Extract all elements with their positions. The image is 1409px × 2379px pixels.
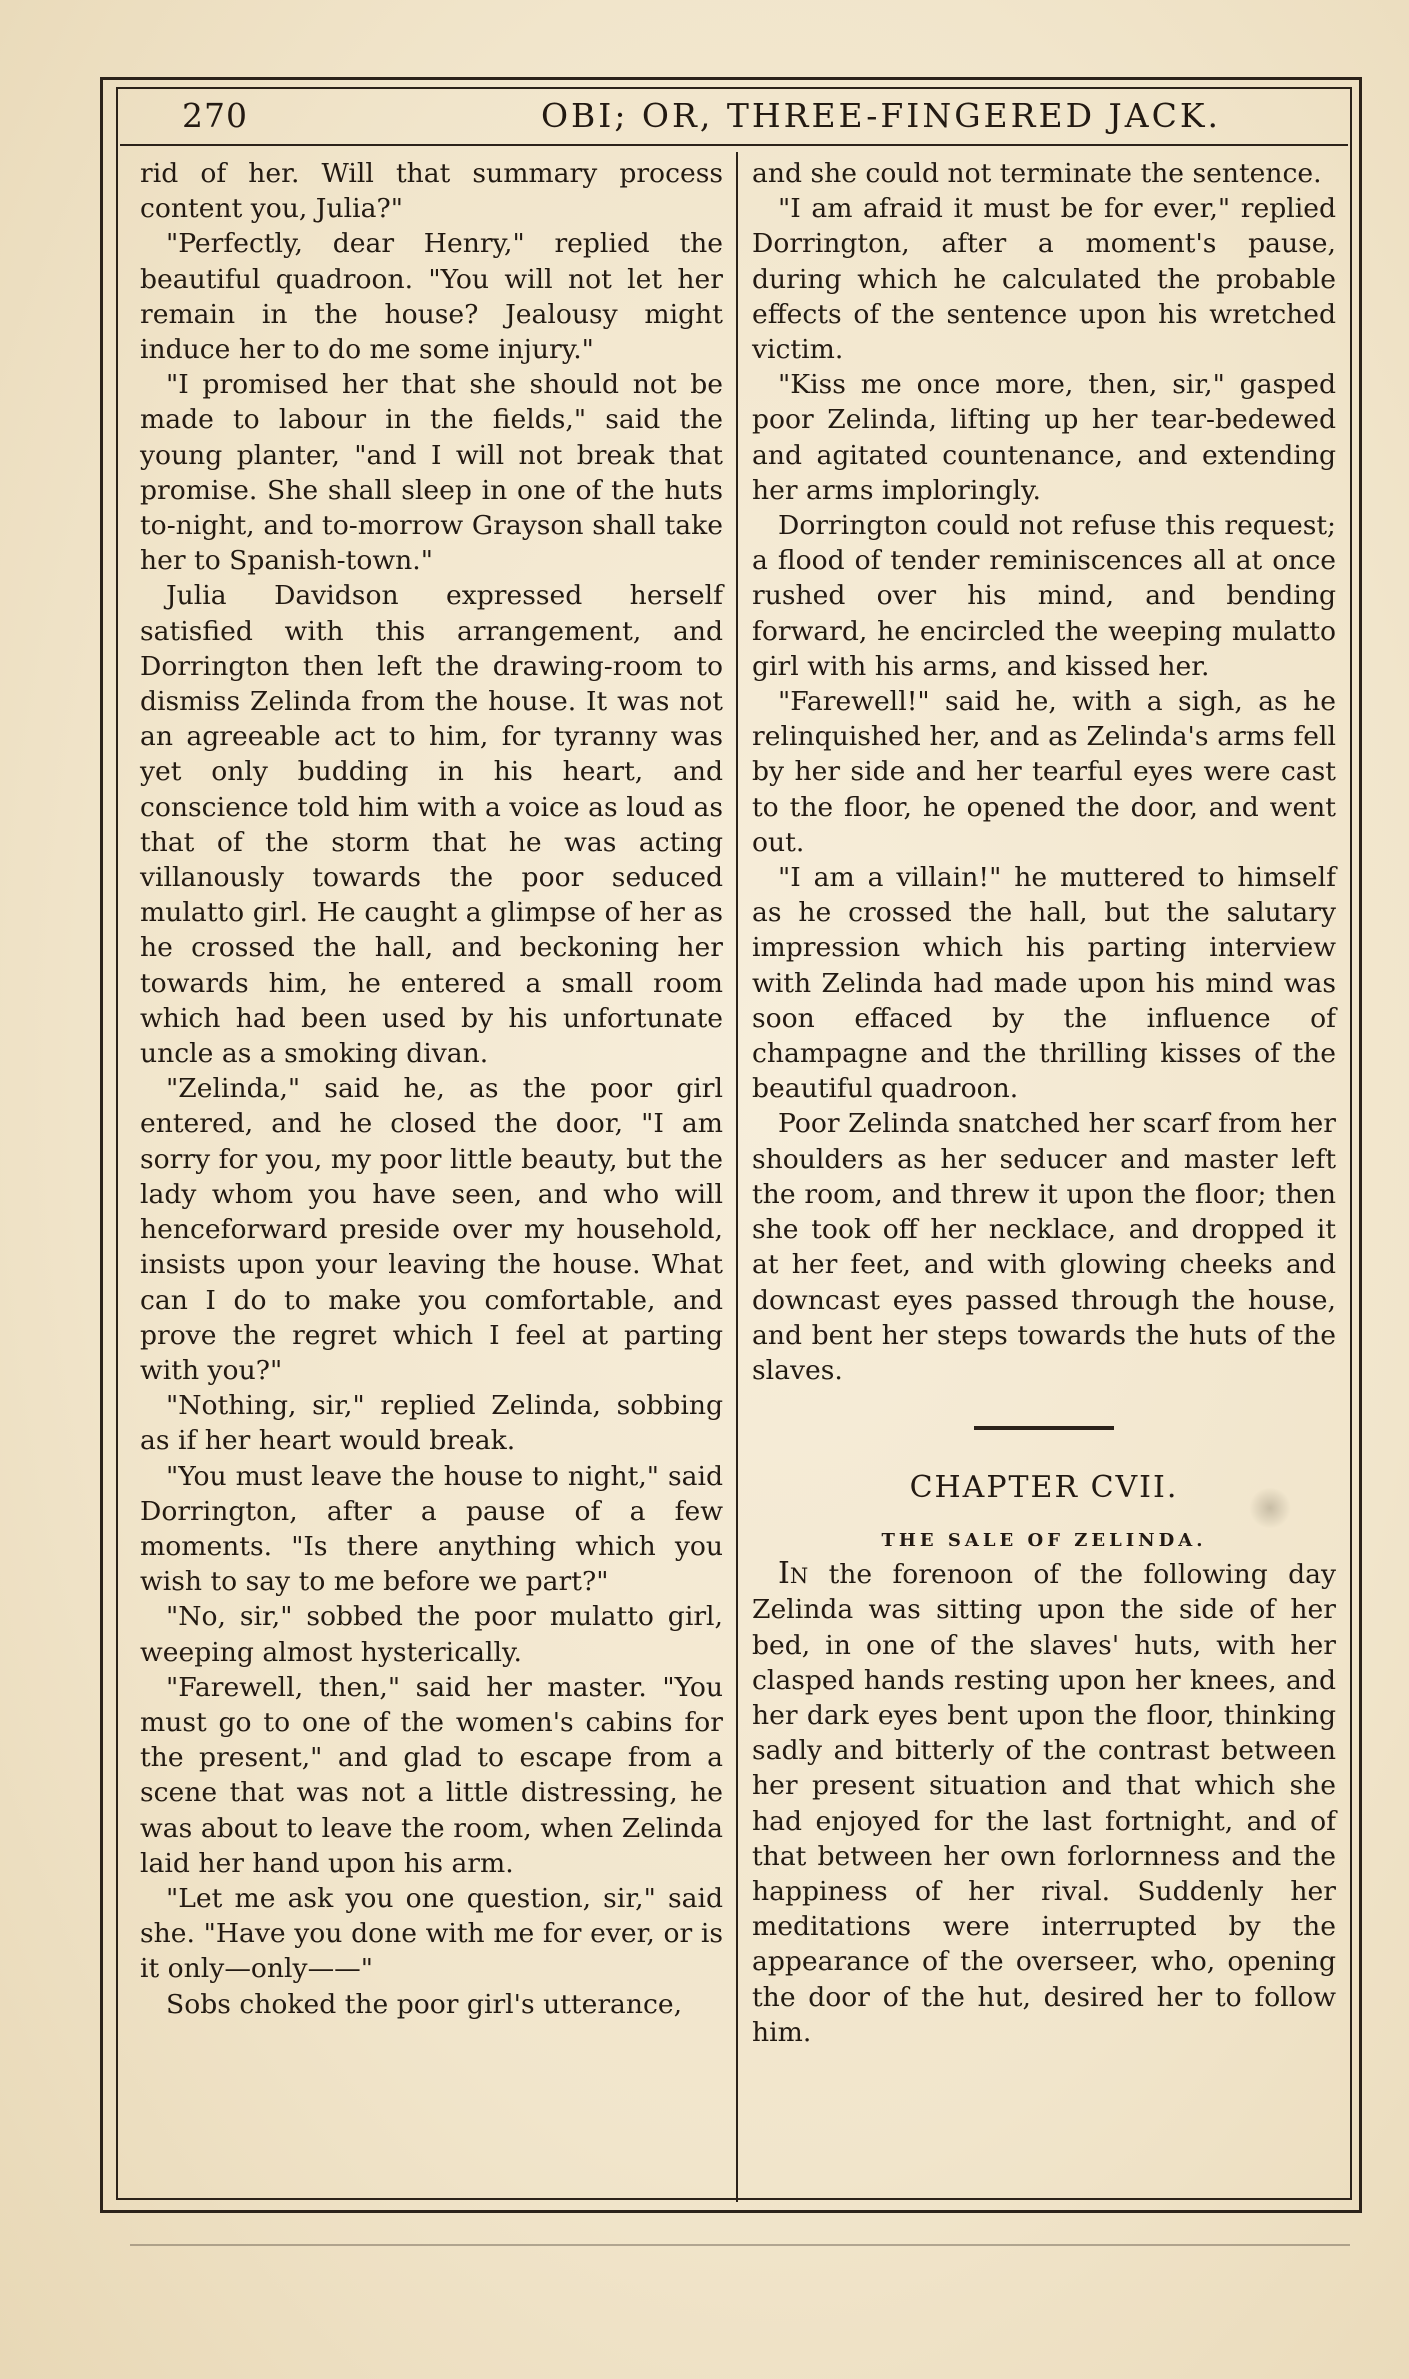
paragraph: "Zelinda," said he, as the poor girl entered, and he closed the door, "I am sorry for you, my poor little beauty, but the lady whom you have seen, and who will henceforward preside over my household, insists upon your leaving the house. What can I do to make you comfortable, and prove the regret which I feel at parting with you?": [140, 1073, 723, 1386]
paragraph: Dorrington could not refuse this request; a flood of tender reminiscences all at once rushed over his mind, and bending forward, he encircled the weeping mulatto girl with his arms, and kissed her.: [752, 510, 1336, 682]
paragraph: Sobs choked the poor girl's utterance,: [166, 1988, 683, 2020]
paragraph: "Nothing, sir," replied Zelinda, sobbing as if her heart would break.: [140, 1390, 723, 1457]
paragraph: Julia Davidson expressed herself satisfied with this arrangement, and Dorrington then left the drawing-room to dismiss Zelinda from the house. It was not an agreeable act to him, for tyranny was yet only budding in his heart, and conscience told him with a voice as loud as that of the storm that he was acting villanously towards the poor seduced mulatto girl. He caught a glimpse of her as he crossed the hall, and beckoning her towards him, he entered a small room which had been used by his unfortunate uncle as a smoking divan.: [140, 580, 723, 1070]
paragraph: rid of her. Will that summary process content you, Julia?": [140, 158, 723, 225]
paragraph: and she could not terminate the sentence.: [752, 158, 1322, 189]
right-column: [752, 156, 1336, 2050]
paragraph: "Perfectly, dear Henry," replied the beautiful quadroon. "You will not let her remain in the house? Jealousy might induce her to do me some injury.": [140, 228, 723, 366]
header-rule: [120, 144, 1348, 146]
chapter-separator-rule: [974, 1426, 1114, 1430]
paragraph: "Farewell, then," said her master. "You must go to one of the women's cabins for the present," and glad to escape from a scene that was not a little distressing, he was about to leave the room, when Zelinda laid her hand upon his arm.: [140, 1671, 723, 1879]
running-header: [116, 92, 1352, 146]
running-title: OBI; OR, THREE-FINGERED JACK.: [540, 96, 1221, 135]
paragraph: "You must leave the house to night," said Dorrington, after a pause of a few moments. "Is there anything which you wish to say to me before we part?": [140, 1460, 723, 1598]
chapter-title: CHAPTER CVII.: [909, 1470, 1179, 1506]
paragraph: "I am afraid it must be for ever," replied Dorrington, after a moment's pause, during which he calculated the probable effects of the sentence upon his wretched victim.: [752, 193, 1336, 366]
page-number: 270: [182, 96, 248, 135]
chapter-first-word: In: [778, 1556, 809, 1592]
ink-smudge: [1248, 1488, 1292, 1528]
paragraph: "No, sir," sobbed the poor mulatto girl, weeping almost hysterically.: [140, 1601, 723, 1668]
paragraph: "I promised her that she should not be made to labour in the fields," said the young planter, "and I will not break that promise. She shall sleep in one of the huts to-night, and to-morrow Grayson shall take her to Spanish-town.": [140, 369, 723, 577]
paragraph: "Let me ask you one question, sir," said she. "Have you done with me for ever, or is it only—only——": [140, 1882, 723, 1985]
left-column: [140, 156, 723, 2022]
paragraph: "Farewell!" said he, with a sigh, as he relinquished her, and as Zelinda's arms fell by her side and her tearful eyes were cast to the floor, he opened the door, and went out.: [752, 686, 1336, 858]
paragraph: Poor Zelinda snatched her scarf from her shoulders as her seducer and master left the room, and threw it upon the floor; then she took off her necklace, and dropped it at her feet, and with glowing cheeks and downcast eyes passed through the house, and bent her steps towards the huts of the slaves.: [752, 1108, 1336, 1386]
paragraph: "Kiss me once more, then, sir," gasped poor Zelinda, lifting up her tear-bedewed and agitated countenance, and extending her arms imploringly.: [752, 369, 1336, 506]
chapter-opening-paragraph: [752, 1556, 1336, 2050]
column-divider: [736, 152, 738, 2202]
chapter-subtitle: THE SALE OF ZELINDA.: [881, 1530, 1207, 1552]
paragraph: "I am a villain!" he muttered to himself as he crossed the hall, but the salutary impression which his parting interview with Zelinda had made upon his mind was soon effaced by the influence of champagne and the thrilling kisses of the beautiful quadroon.: [752, 862, 1336, 1105]
chapter-body-text: the forenoon of the following day Zelinda was sitting upon the side of her bed, in one of the slaves' huts, with her clasped hands resting upon her knees, and her dark eyes bent upon the floor, thinking sadly and bitterly of the contrast between her present situation and that which she had enjoyed for the last fortnight, and of that between her own forlornness and the happiness of her rival. Suddenly her meditations were interrupted by the appearance of the overseer, who, opening the door of the hut, desired her to follow him.: [752, 1559, 1336, 2048]
bottom-print-smear: [130, 2244, 1350, 2246]
